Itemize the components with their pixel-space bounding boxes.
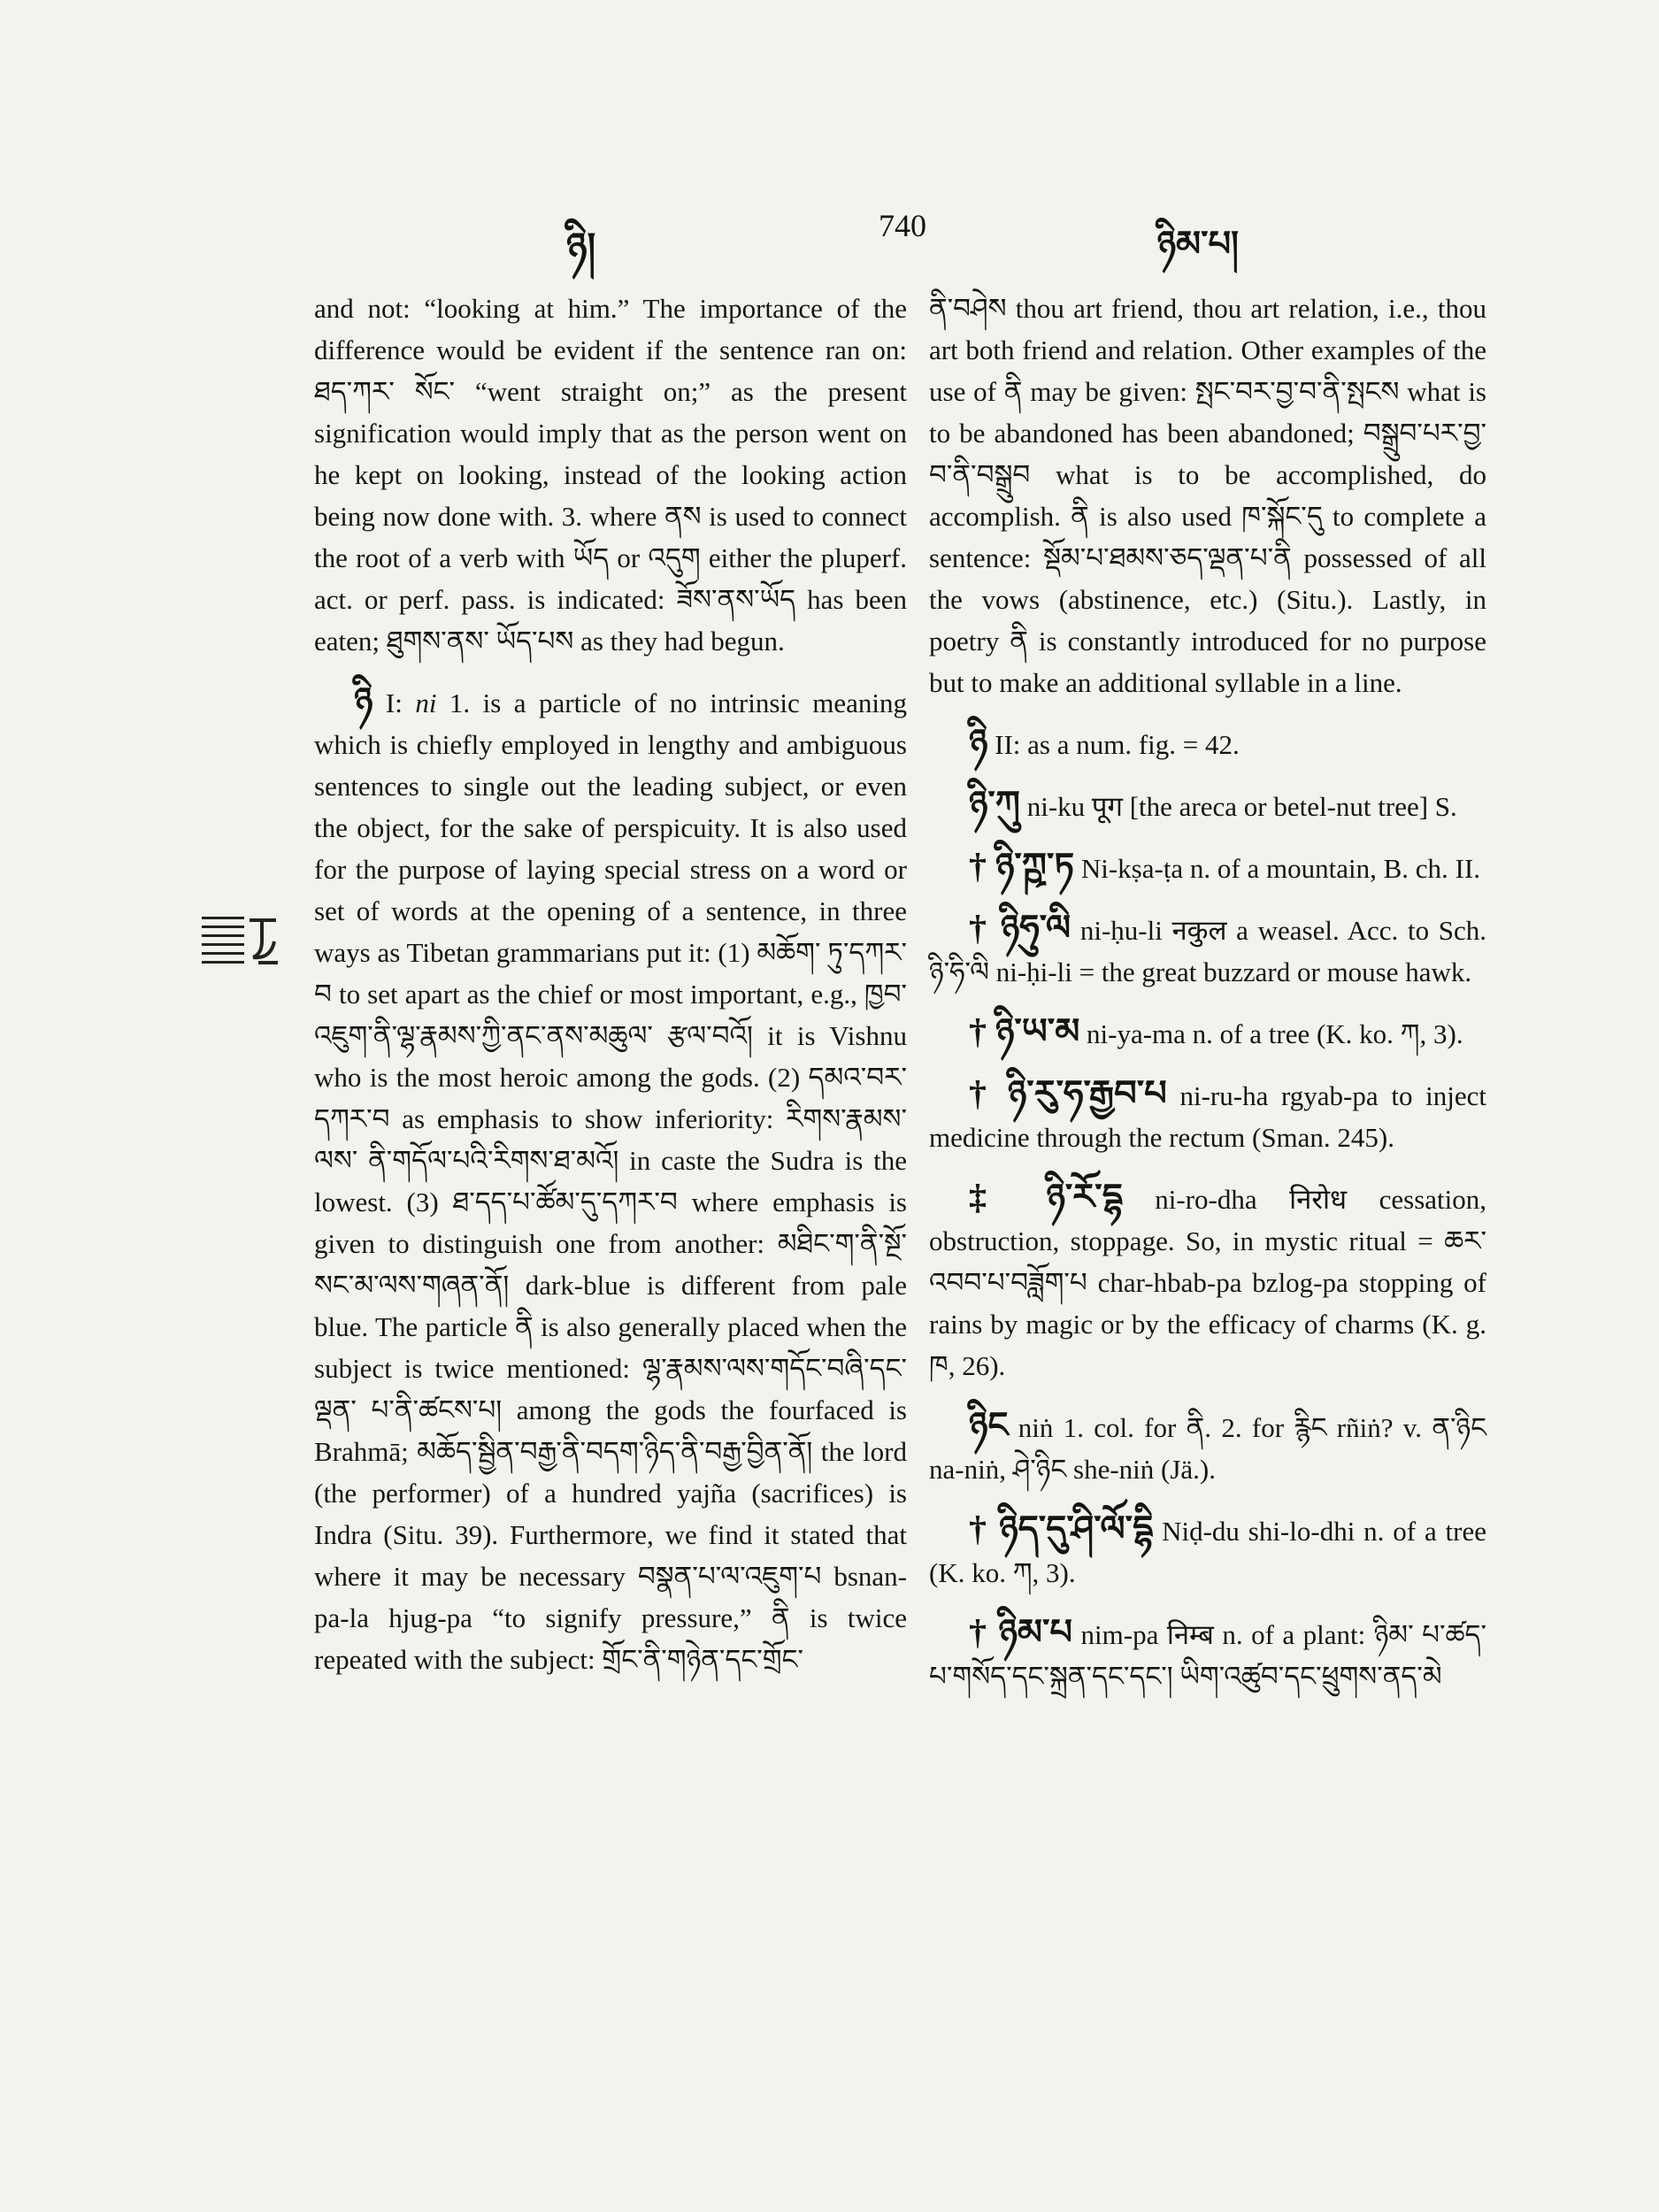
entry-headword: † ཉིད་དུ་ཤི་ལོ་དྷི [969, 1509, 1154, 1548]
left-column [314, 288, 907, 1698]
dictionary-entry [929, 907, 1486, 993]
entry-list [929, 721, 1486, 1697]
entry-label: I: [385, 687, 403, 718]
dictionary-entry [929, 783, 1486, 827]
dictionary-entry [929, 1404, 1486, 1490]
entry-text: II: as a num. fig. = 42. [995, 729, 1240, 760]
entry-text: ni-ku पूग [the areca or betel-nut tree] S. [1026, 791, 1457, 822]
entry-headword: ‡ ཉི་རོ་དྷ [969, 1177, 1123, 1217]
entry-text: Ni-kṣa-ṭa n. of a mountain, B. ch. II. [1080, 853, 1480, 884]
entry-headword: † ཉི་ཡ་མ [969, 1011, 1080, 1051]
entry-headword: ཉི [969, 722, 988, 762]
entry-text: ni-ya-ma n. of a tree (K. ko. ཀ, 3). [1087, 1018, 1463, 1049]
margin-marker-icon [202, 911, 285, 970]
right-running-headword: ཉིམ་པ། [1156, 223, 1239, 265]
right-continuation-paragraph: ནི་བཤེས thou art friend, thou art relation, i.e., thou art both friend and relation. Other examples of the use of ནི may be given: སྤང་བར་བྱ་བ་ནི་སྤངས what is to be abandoned has been abandoned; བསྒྲུབ་པར་བྱ་བ་ནི་བསྒྲུབ what is to be accomplished, do accomplish. ནི is also used ཁ་སྐོང་དུ to complete a sentence: སྡོམ་པ་ཐམས་ཅད་ལྡན་པ་ནི possessed of all the vows (abstinence, etc.) (Situ.). Lastly, in poetry ནི is constantly introduced for no purpose but to make an additional syllable in a line. [929, 293, 1486, 698]
entry-text: 1. is a particle of no intrinsic meaning which is chiefly employed in lengthy and ambiguous sentences to single out the leading subject, or even the object, for the sake of perspicuity. It is also used for the purpose of laying special stress on a word or set of words at the opening of a sentence, in three ways as Tibetan grammarians put it: (1) མཆོག་ ཏུ་དཀར་བ to set apart as the chief or most important, e.g., ཁྱབ་འཇུག་ནི་ལྷ་རྣམས་ཀྱི་ནང་ནས་མཆུལ་ རྩལ་བའོ། it is Vishnu who is the most heroic among the gods. (2) དམའ་བར་དཀར་བ as emphasis to show inferiority: རིགས་རྣམས་ལས་ ནི་གདོལ་པའི་རིགས་ཐ་མའོ། in caste the Sudra is the lowest. (3) ཐ་དད་པ་ཚོམ་དུ་དཀར་བ where emphasis is given to distinguish one from another: མཐིང་ག་ནི་སྔོ་སང་མ་ལས་གཞན་ནོ། dark-blue is different from pale blue. The particle ནི is also generally placed when the subject is twice mentioned: ལྷ་རྣམས་ལས་གདོང་བཞི་དང་ལྡན་ པ་ནི་ཚངས་པ། among the gods the fourfaced is Brahmā; མཆོད་སྦྱིན་བརྒྱ་ནི་བདག་ཉིད་ནི་བརྒྱ་བྱིན་ནོ། the lord (the performer) of a hundred yajña (sacrifices) is Indra (Situ. 39). Furthermore, we find it stated that where it may be necessary བསྣན་པ་ལ་འཇུག་པ bsnan-pa-la hjug-pa “to signify pressure,” ནི is twice repeated with the subject: གྲོང་ནི་གཉེན་དང་གྲོང་ [314, 687, 908, 1675]
entry-ni-1 [314, 680, 907, 1680]
entry-headword: ཉིང [969, 1405, 1009, 1445]
page-header [301, 204, 1504, 270]
dictionary-entry [929, 1072, 1486, 1158]
dictionary-entry [929, 721, 1486, 765]
page-number: 740 [879, 208, 926, 243]
entry-headword: † ཉིཧུ་ལི [969, 908, 1071, 948]
left-intro-paragraph: and not: “looking at him.” The importance of the difference would be evident if the sentence ran on: ཐད་ཀར་ སོང་ “went straight on;” as the present signification would imply that as the person went on he kept on looking, instead of the looking action being now done with. 3. where ནས is used to connect the root of a verb with ཡོད or འདུག either the pluperf. act. or perf. pass. is indicated: ཟོས་ནས་ཡོད has been eaten; ཐུགས་ནས་ ཡོད་པས as they had begun. [314, 293, 907, 657]
dictionary-entry [929, 1611, 1486, 1697]
dictionary-entry [929, 1176, 1486, 1386]
entry-headword: ཉི [354, 680, 373, 720]
entry-text: Niḍ-du shi-lo-dhi n. of a tree (K. ko. ཀ, 3). [929, 1516, 1487, 1588]
left-running-headword: ཉི། [566, 225, 596, 270]
entry-headword: † ཉི་ཀྵ་ཏ [969, 846, 1075, 886]
dictionary-entry [929, 1508, 1486, 1594]
entry-headword: † ཉི་རུ་ཧ་རྒྱབ་པ [969, 1073, 1167, 1113]
entry-headword: ཉི་ཀུ [969, 784, 1020, 824]
entry-text: niṅ 1. col. for ནི. 2. for རྙིང rñiṅ? v. ན་ཉིང na-niṅ, ཤེ་ཉིང she-niṅ (Jä.). [929, 1412, 1486, 1485]
entry-text: ni-ro-dha निरोध cessation, obstruction, stoppage. So, in mystic ritual = ཆར་འབབ་པ་བཟློག་པ char-hbab-pa bzlog-pa stopping of rains by magic or by the efficacy of charms (K. g. ཁ, 26). [929, 1184, 1487, 1381]
entry-headword: † ཉིམ་པ [969, 1612, 1073, 1652]
entry-text: nim-pa निम्ब n. of a plant: ཉིམ་ པ་ཚད་པ་གསོད་དང་སྐྲན་དང་དང་། ཡིག་འཚུབ་དང་ཕྲུགས་ནད་མེ [929, 1619, 1486, 1692]
entry-translit: ni [415, 687, 437, 718]
entry-text: ni-ḥu-li नकुल a weasel. Acc. to Sch. ཉི་ཧི་ལི ni-ḥi-li = the great buzzard or mouse hawk. [929, 915, 1486, 987]
dictionary-entry [929, 845, 1486, 889]
entry-text: ni-ru-ha rgyab-pa to inject medicine through the rectum (Sman. 245). [929, 1080, 1487, 1153]
right-column [929, 288, 1486, 1715]
dictionary-entry [929, 1010, 1486, 1055]
